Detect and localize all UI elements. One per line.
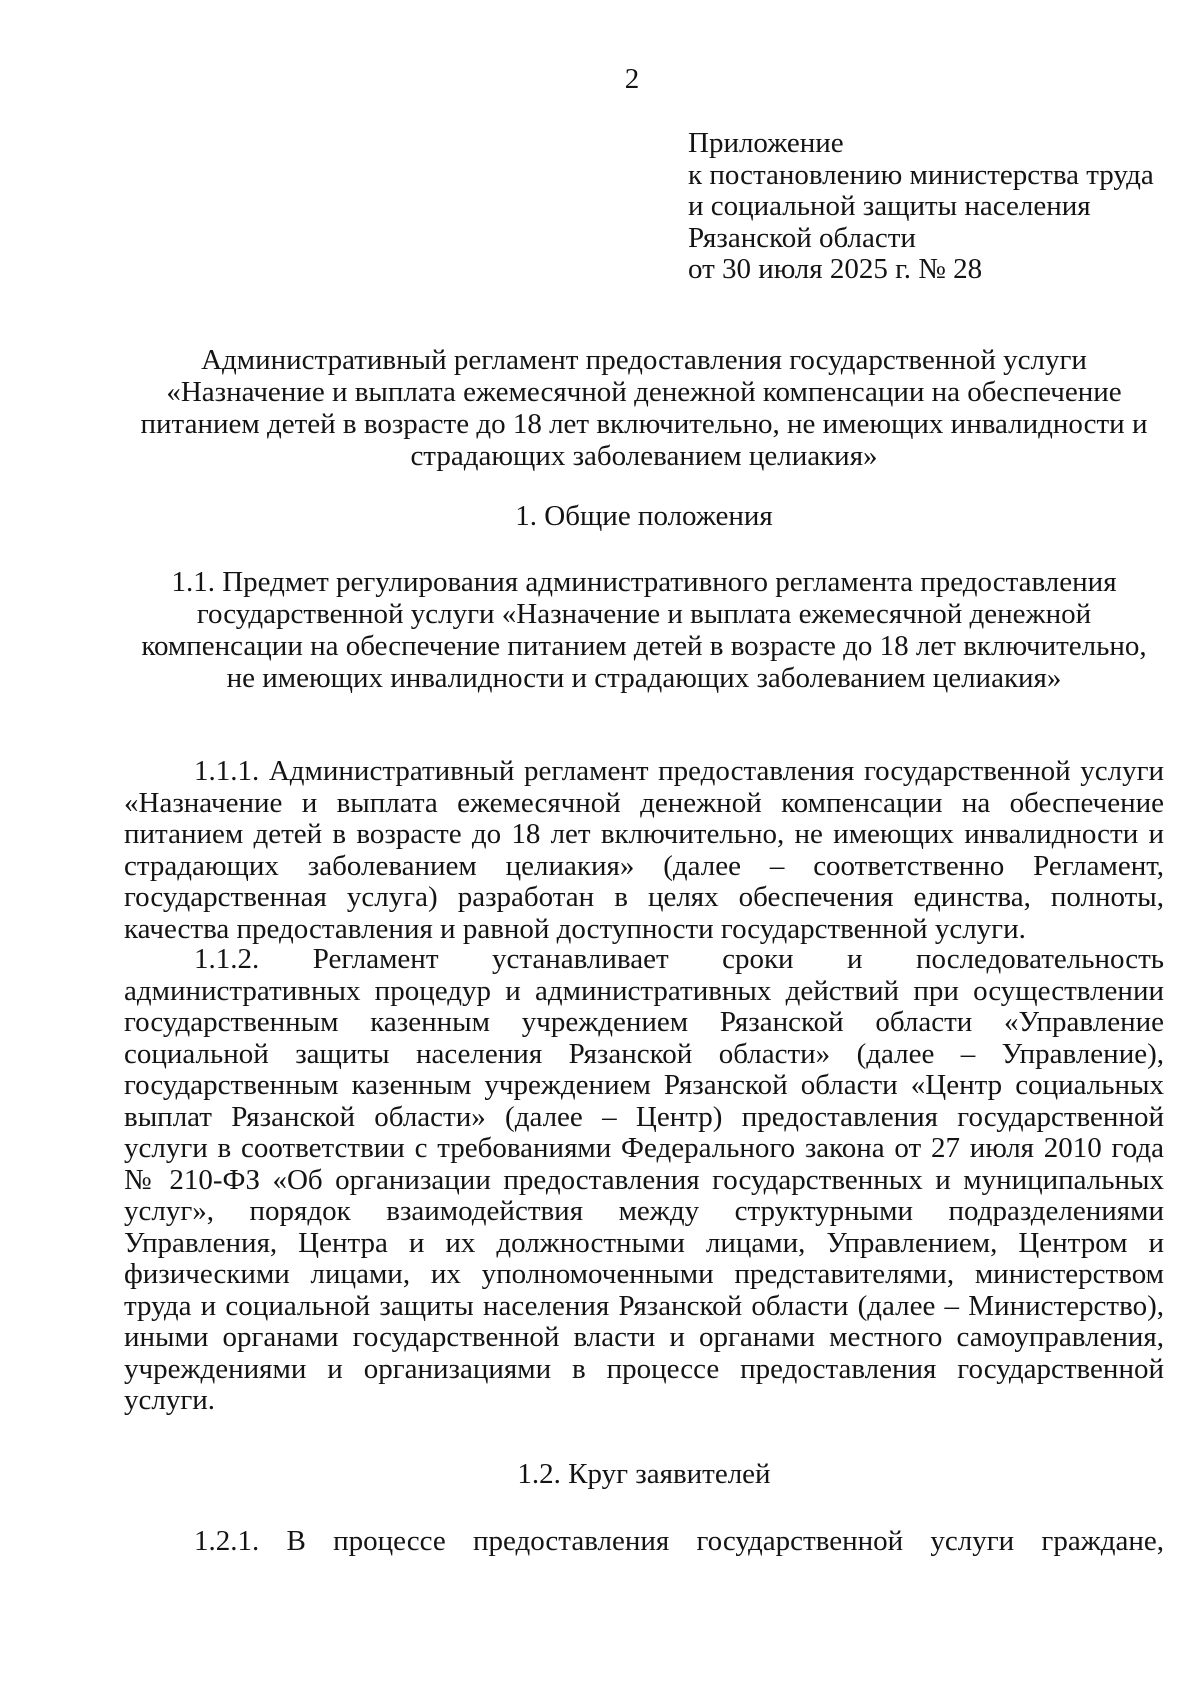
subsection-heading-subject: 1.1. Предмет регулирования административного регламента предоставления государственной услуги «Назначение и выплата ежемесячной денежной компенсации на обеспечение питанием детей в возрасте до 18 лет включительно, не имеющих инвалидности и страдающих заболеванием целиакия» — [141, 566, 1147, 694]
subsection-heading-applicants: 1.2. Круг заявителей — [517, 1458, 771, 1490]
appendix-line: и социальной защиты населения — [688, 190, 1091, 222]
appendix-block — [688, 128, 1188, 286]
paragraph-1-2-1: 1.2.1. В процессе предоставления государственной услуги граждане, — [194, 1525, 1164, 1557]
paragraph-1-1-1: 1.1.1. Административный регламент предоставления государственной услуги «Назначение и выплата ежемесячной денежной компенсации на обеспечение питанием детей в возрасте до 18 лет включительно, не имеющих инвалидности и страдающих заболеванием целиакия» (далее – соответственно Регламент, государственная услуга) разработан в целях обеспечения единства, полноты, качества предоставления и равной доступности государственной услуги. — [124, 755, 1164, 945]
document-title: Административный регламент предоставления государственной услуги «Назначение и выплата ежемесячной денежной компенсации на обеспечение питанием детей в возрасте до 18 лет включительно, не имеющих инвалидности и страдающих заболеванием целиакия» — [140, 344, 1148, 472]
appendix-line: к постановлению министерства труда — [688, 158, 1154, 191]
appendix-line: Приложение — [688, 127, 844, 159]
paragraph-1-1-2: 1.1.2. Регламент устанавливает сроки и последовательность административных процедур и административных действий при осуществлении государственным казенным учреждением Рязанской области «Управление социальной защиты населения Рязанской области» (далее – Управление), государственным казенным учреждением Рязанской области «Центр социальных выплат Рязанской области» (далее – Центр) предоставления государственной услуги в соответствии с требованиями Федерального закона от 27 июля 2010 года № 210-ФЗ «Об организации предоставления государственных и муниципальных услуг», порядок взаимодействия между структурными подразделениями Управления, Центра и их должностными лицами, Управлением, Центром и физическими лицами, их уполномоченными представителями, министерством труда и социальной защиты населения Рязанской области (далее – Министерство), иными органами государственной власти и органами местного самоуправления, учреждениями и организациями в процессе предоставления государственной услуги. — [124, 943, 1164, 1416]
appendix-line: Рязанской области — [688, 221, 916, 254]
section-heading-general: 1. Общие положения — [515, 500, 773, 532]
appendix-line: от 30 июля 2025 г. № 28 — [688, 253, 983, 285]
page-number: 2 — [624, 63, 640, 95]
